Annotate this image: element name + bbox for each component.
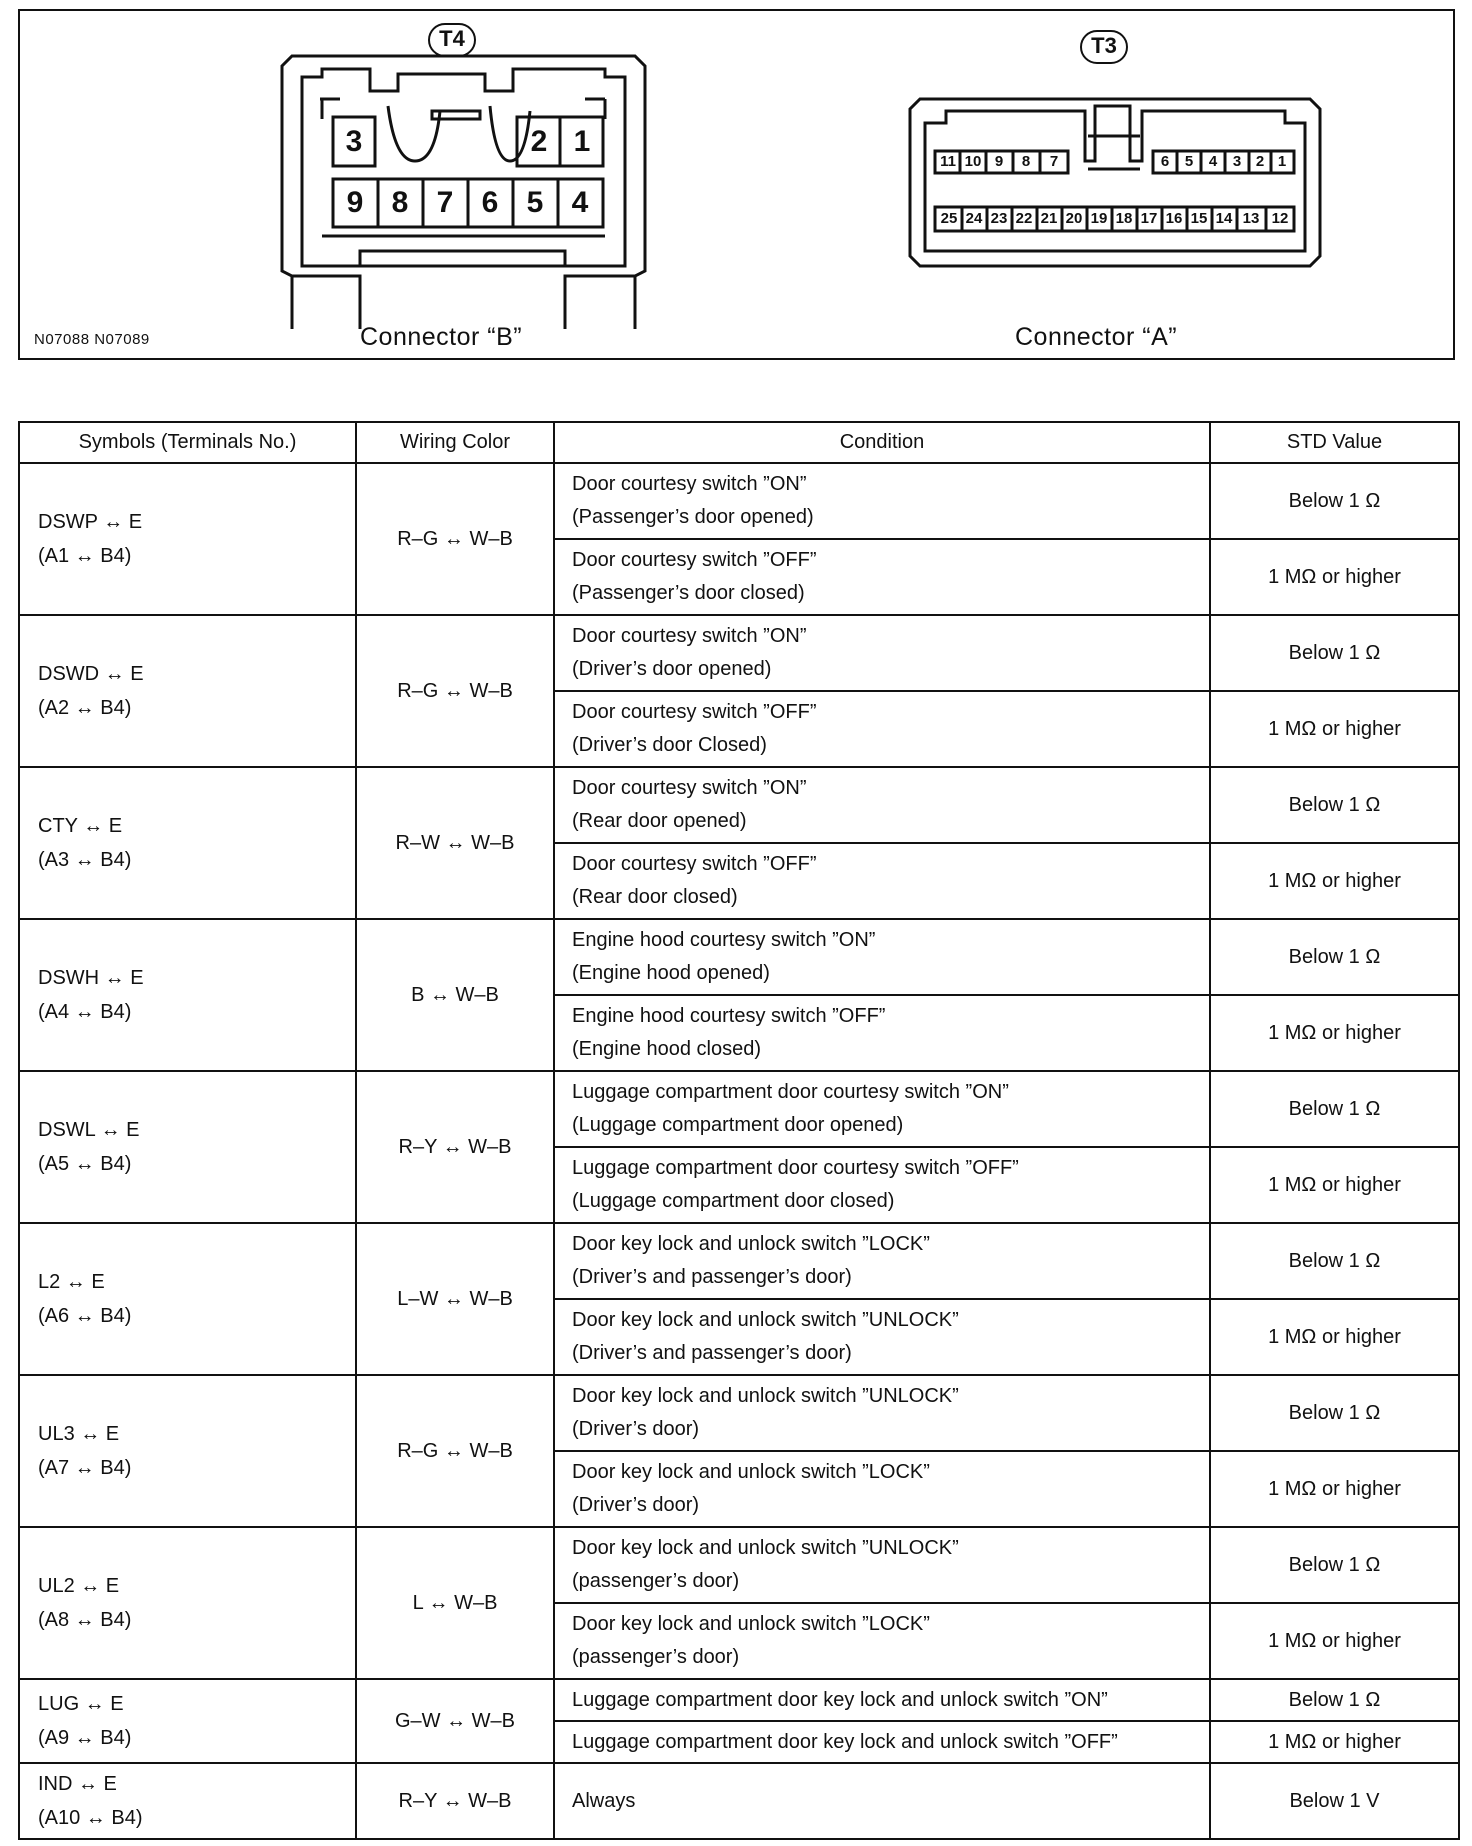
symbol-cell	[19, 1679, 356, 1763]
connector-a-pin: 13	[1242, 210, 1260, 227]
symbol: CTY ↔ E	[38, 815, 123, 837]
connector-a-pin: 6	[1160, 153, 1170, 170]
connector-a-pin: 23	[990, 210, 1008, 227]
table-header-row	[19, 422, 1459, 463]
symbol-cell	[19, 1375, 356, 1527]
connector-a-pin: 20	[1065, 210, 1083, 227]
connector-diagram	[18, 9, 1455, 360]
condition-cell	[554, 1603, 1210, 1679]
std-value: 1 MΩ or higher	[1210, 539, 1459, 615]
symbol: DSWD ↔ E	[38, 663, 144, 685]
condition-cell	[554, 463, 1210, 539]
condition-note: (Luggage compartment door opened)	[572, 1114, 904, 1136]
condition-note: (Rear door opened)	[572, 810, 747, 832]
terminals: (A8 ↔ B4)	[38, 1609, 132, 1631]
connector-a-pin: 22	[1015, 210, 1033, 227]
wiring-color: R–G ↔ W–B	[356, 1375, 554, 1527]
condition-cell	[554, 767, 1210, 843]
symbol-cell	[19, 919, 356, 1071]
symbol: L2 ↔ E	[38, 1271, 105, 1293]
condition-text: Door courtesy switch ”OFF”	[572, 853, 817, 875]
table-row	[19, 1375, 1459, 1451]
std-value: Below 1 Ω	[1210, 1223, 1459, 1299]
condition-text: Engine hood courtesy switch ”ON”	[572, 929, 876, 951]
wiring-color: G–W ↔ W–B	[356, 1679, 554, 1763]
connector-b-pin: 4	[571, 186, 589, 219]
connector-a-pin: 3	[1232, 153, 1242, 170]
std-value: 1 MΩ or higher	[1210, 1603, 1459, 1679]
condition-note: (Engine hood opened)	[572, 962, 770, 984]
connector-b-pin: 2	[530, 125, 548, 158]
condition-text: Door courtesy switch ”ON”	[572, 777, 807, 799]
symbol-cell	[19, 1223, 356, 1375]
connector-a-pin: 18	[1115, 210, 1133, 227]
std-value: Below 1 Ω	[1210, 1679, 1459, 1721]
table-row	[19, 1527, 1459, 1603]
symbol-cell	[19, 463, 356, 615]
std-value: 1 MΩ or higher	[1210, 843, 1459, 919]
connector-a-pin: 16	[1165, 210, 1183, 227]
connector-a-pin: 14	[1215, 210, 1233, 227]
connector-a-pin: 4	[1208, 153, 1218, 170]
symbol: IND ↔ E	[38, 1773, 117, 1795]
terminals: (A5 ↔ B4)	[38, 1153, 132, 1175]
connector-b-pin: 5	[526, 186, 544, 219]
terminals: (A2 ↔ B4)	[38, 697, 132, 719]
condition-text: Door courtesy switch ”OFF”	[572, 701, 817, 723]
connector-a-pin: 17	[1140, 210, 1158, 227]
terminals: (A1 ↔ B4)	[38, 545, 132, 567]
std-value: 1 MΩ or higher	[1210, 1451, 1459, 1527]
condition-cell	[554, 1223, 1210, 1299]
std-value: 1 MΩ or higher	[1210, 1299, 1459, 1375]
table-row	[19, 463, 1459, 539]
table-row	[19, 1679, 1459, 1721]
header-condition: Condition	[554, 422, 1210, 463]
terminal-spec-table	[18, 421, 1460, 1840]
table-row	[19, 1071, 1459, 1147]
connector-b-pin: 1	[573, 125, 591, 158]
symbol-cell	[19, 1071, 356, 1223]
symbol-cell	[19, 615, 356, 767]
condition-text: Door key lock and unlock switch ”UNLOCK”	[572, 1385, 959, 1407]
condition-note: (Engine hood closed)	[572, 1038, 762, 1060]
std-value: Below 1 Ω	[1210, 1071, 1459, 1147]
std-value: Below 1 Ω	[1210, 615, 1459, 691]
condition-text: Door courtesy switch ”ON”	[572, 473, 807, 495]
std-value: 1 MΩ or higher	[1210, 1147, 1459, 1223]
connector-a-pin: 2	[1255, 153, 1265, 170]
symbol: DSWH ↔ E	[38, 967, 144, 989]
condition-note: (passenger’s door)	[572, 1570, 740, 1592]
terminals: (A3 ↔ B4)	[38, 849, 132, 871]
condition-cell	[554, 1527, 1210, 1603]
connector-drawings	[20, 11, 1457, 362]
wiring-color: L ↔ W–B	[356, 1527, 554, 1679]
condition-text: Luggage compartment door key lock and unlock switch ”ON”	[554, 1679, 1210, 1721]
condition-note: (Driver’s door opened)	[572, 658, 772, 680]
condition-note: (Driver’s door Closed)	[572, 734, 767, 756]
condition-cell	[554, 539, 1210, 615]
condition-note: (Driver’s door)	[572, 1418, 700, 1440]
condition-note: (Driver’s and passenger’s door)	[572, 1342, 852, 1364]
table-row	[19, 919, 1459, 995]
wiring-color: R–G ↔ W–B	[356, 463, 554, 615]
header-wiring-color: Wiring Color	[356, 422, 554, 463]
table-row	[19, 767, 1459, 843]
connector-a-housing	[910, 99, 1320, 266]
condition-text: Door key lock and unlock switch ”LOCK”	[572, 1613, 930, 1635]
condition-note: (Passenger’s door closed)	[572, 582, 805, 604]
condition-text: Door key lock and unlock switch ”LOCK”	[572, 1461, 930, 1483]
condition-text: Luggage compartment door courtesy switch ”ON”	[572, 1081, 1009, 1103]
terminals: (A6 ↔ B4)	[38, 1305, 132, 1327]
connector-a-pin: 12	[1271, 210, 1289, 227]
condition-cell	[554, 919, 1210, 995]
condition-text: Door key lock and unlock switch ”UNLOCK”	[572, 1537, 959, 1559]
connector-a-pin: 21	[1040, 210, 1058, 227]
connector-a-pin: 9	[994, 153, 1004, 170]
wiring-color: R–Y ↔ W–B	[356, 1763, 554, 1839]
terminals: (A10 ↔ B4)	[38, 1807, 143, 1829]
condition-note: (passenger’s door)	[572, 1646, 740, 1668]
condition-note: (Rear door closed)	[572, 886, 738, 908]
std-value: Below 1 V	[1210, 1763, 1459, 1839]
connector-b-pin: 6	[481, 186, 499, 219]
condition-cell	[554, 995, 1210, 1071]
symbol-cell	[19, 1527, 356, 1679]
symbol: DSWL ↔ E	[38, 1119, 140, 1141]
condition-cell	[554, 1375, 1210, 1451]
condition-cell	[554, 1147, 1210, 1223]
symbol: UL3 ↔ E	[38, 1423, 120, 1445]
condition-text: Luggage compartment door courtesy switch ”OFF”	[572, 1157, 1019, 1179]
std-value: 1 MΩ or higher	[1210, 691, 1459, 767]
std-value: 1 MΩ or higher	[1210, 1721, 1459, 1763]
connector-a-pin: 8	[1021, 153, 1031, 170]
connector-b-pin: 7	[436, 186, 454, 219]
header-symbols: Symbols (Terminals No.)	[19, 422, 356, 463]
condition-cell	[554, 843, 1210, 919]
connector-a-tag: T3	[1080, 30, 1128, 64]
connector-a-pin: 1	[1277, 153, 1287, 170]
wiring-color: R–W ↔ W–B	[356, 767, 554, 919]
connector-a-pin: 24	[965, 210, 983, 227]
symbol: LUG ↔ E	[38, 1693, 124, 1715]
table-row	[19, 1763, 1459, 1839]
condition-note: (Driver’s door)	[572, 1494, 700, 1516]
connector-a-pin: 5	[1184, 153, 1194, 170]
condition-text: Door key lock and unlock switch ”UNLOCK”	[572, 1309, 959, 1331]
connector-b-label: Connector “B”	[360, 323, 523, 351]
std-value: Below 1 Ω	[1210, 463, 1459, 539]
condition-cell	[554, 691, 1210, 767]
std-value: 1 MΩ or higher	[1210, 995, 1459, 1071]
condition-cell	[554, 615, 1210, 691]
condition-note: (Driver’s and passenger’s door)	[572, 1266, 852, 1288]
condition-text: Luggage compartment door key lock and unlock switch ”OFF”	[554, 1721, 1210, 1763]
table-row	[19, 1223, 1459, 1299]
connector-b-pin: 3	[345, 125, 363, 158]
table-row	[19, 615, 1459, 691]
symbol-cell	[19, 767, 356, 919]
header-std-value: STD Value	[1210, 422, 1459, 463]
std-value: Below 1 Ω	[1210, 767, 1459, 843]
wiring-color: R–Y ↔ W–B	[356, 1071, 554, 1223]
condition-note: (Luggage compartment door closed)	[572, 1190, 895, 1212]
condition-text: Door courtesy switch ”OFF”	[572, 549, 817, 571]
connector-a-pin: 19	[1090, 210, 1108, 227]
condition-text: Engine hood courtesy switch ”OFF”	[572, 1005, 886, 1027]
condition-cell	[554, 1299, 1210, 1375]
connector-a-pin: 15	[1190, 210, 1208, 227]
std-value: Below 1 Ω	[1210, 1527, 1459, 1603]
symbol: UL2 ↔ E	[38, 1575, 120, 1597]
connector-a-label: Connector “A”	[1015, 323, 1178, 351]
connector-a-pin: 25	[940, 210, 958, 227]
connector-a-pin: 7	[1049, 153, 1059, 170]
connector-a-pin: 11	[940, 153, 956, 170]
condition-text: Door key lock and unlock switch ”LOCK”	[572, 1233, 930, 1255]
std-value: Below 1 Ω	[1210, 1375, 1459, 1451]
terminals: (A9 ↔ B4)	[38, 1727, 132, 1749]
wiring-color: L–W ↔ W–B	[356, 1223, 554, 1375]
std-value: Below 1 Ω	[1210, 919, 1459, 995]
wiring-color: B ↔ W–B	[356, 919, 554, 1071]
condition-cell	[554, 1071, 1210, 1147]
terminals: (A4 ↔ B4)	[38, 1001, 132, 1023]
connector-b-pin: 8	[391, 186, 409, 219]
condition-note: (Passenger’s door opened)	[572, 506, 814, 528]
connector-b-pin: 9	[346, 186, 364, 219]
connector-a-pin: 10	[964, 153, 982, 170]
condition-cell	[554, 1451, 1210, 1527]
terminals: (A7 ↔ B4)	[38, 1457, 132, 1479]
connector-b-tag: T4	[428, 23, 476, 57]
symbol-cell	[19, 1763, 356, 1839]
figure-id: N07088 N07089	[34, 331, 150, 348]
symbol: DSWP ↔ E	[38, 511, 143, 533]
wiring-color: R–G ↔ W–B	[356, 615, 554, 767]
condition-text: Door courtesy switch ”ON”	[572, 625, 807, 647]
condition-text: Always	[554, 1763, 1210, 1839]
